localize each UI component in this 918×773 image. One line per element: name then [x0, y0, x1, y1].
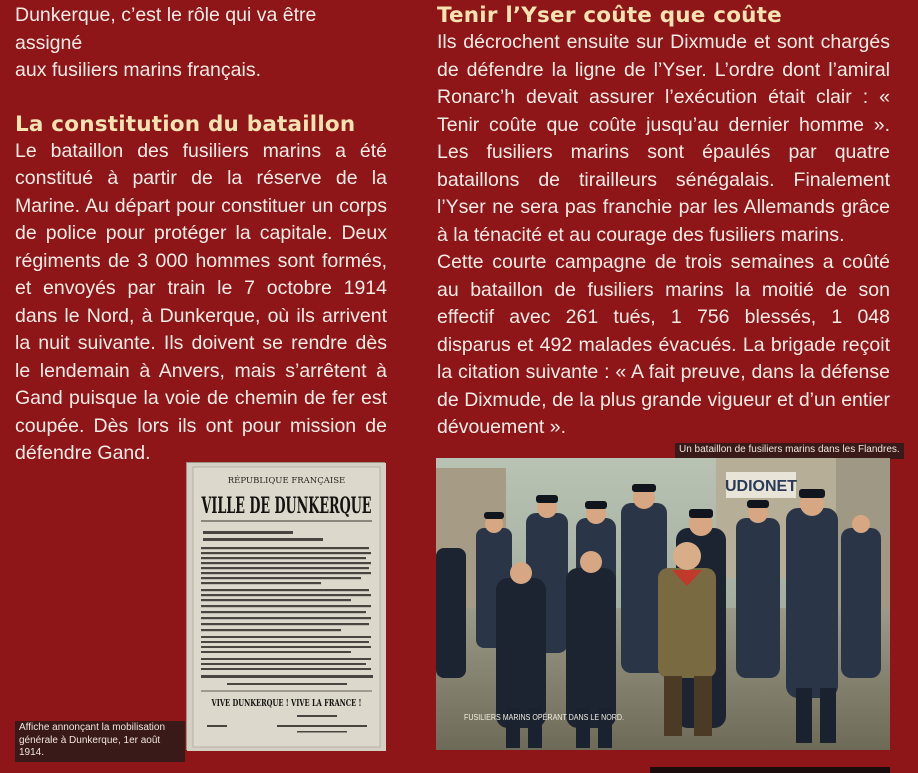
fusiliers-marins-photo	[436, 458, 890, 750]
section-title-yser: Tenir l’Yser coûte que coûte	[437, 3, 782, 28]
paragraph-yser-2: Cette courte campagne de trois semaines a coûté au bataillon de fusiliers marins la moitié de son effectif avec 261 tués, 1 756 blessés, 1 048 disparus et 492 malades évacués. La brigade reçoit la citation suivante : « A fait preuve, dans la défense de Dixmude, de la plus grande vigueur et d’un entier dévouement ».	[437, 251, 890, 438]
photo-caption: Un bataillon de fusiliers marins dans les Flandres.	[675, 443, 904, 459]
paragraph-yser-1: Ils décrochent ensuite sur Dixmude et sont chargés de défendre la ligne de l’Yser. L’ordre dont l’amiral Ronarc’h devait assurer l’exécution était clair : « Tenir coûte que coûte jusqu’au dernier homme ». Les fusiliers marins sont épaulés par quatre bataillons de tirailleurs sénégalais. Finalement l’Yser ne sera pas franchie par les Allemands grâce à la ténacité et au courage des fusiliers marins.	[437, 31, 890, 246]
mobilisation-poster-image	[186, 462, 385, 750]
intro-line-1: Dunkerque, c’est le rôle qui va être assigné	[15, 4, 317, 54]
section-title-constitution: La constitution du bataillon	[15, 111, 356, 137]
photo-inner-caption: FUSILIERS MARINS OPÉRANT DANS LE NORD.	[464, 713, 624, 722]
poster-footer: VIVE DUNKERQUE ! VIVE LA FRANCE !	[210, 698, 362, 709]
poster-caption-line-2: générale à Dunkerque, 1er août 1914.	[19, 734, 161, 758]
left-column	[15, 2, 387, 468]
photo-sign: UDIONET	[725, 478, 797, 495]
section-body-constitution: Le bataillon des fusiliers marins a été constitué à partir de la réserve de la Marine. Au départ pour constituer un corps de police pour protéger la capitale. Deux régiments de 3 000 hommes sont formés, et envoyés par train le 7 octobre 1914 dans le Nord, à Dunkerque, où ils arrivent la nuit suivante. Ils doivent se rendre dès le lendemain à Anvers, mais s’arrêtent à Gand puisque la voie de chemin de fer est coupée. Dès lors ils ont pour mission de défendre Gand.	[15, 139, 387, 464]
poster-caption-line-1: Affiche annonçant la mobilisation	[19, 722, 166, 733]
right-column	[437, 2, 890, 442]
poster-header: RÉPUBLIQUE FRANÇAISE	[227, 476, 346, 486]
poster-caption	[15, 721, 185, 762]
bottom-bar	[650, 767, 890, 773]
poster-title: VILLE DE DUNKERQUE	[200, 493, 372, 519]
intro-line-2: aux fusiliers marins français.	[15, 59, 261, 81]
